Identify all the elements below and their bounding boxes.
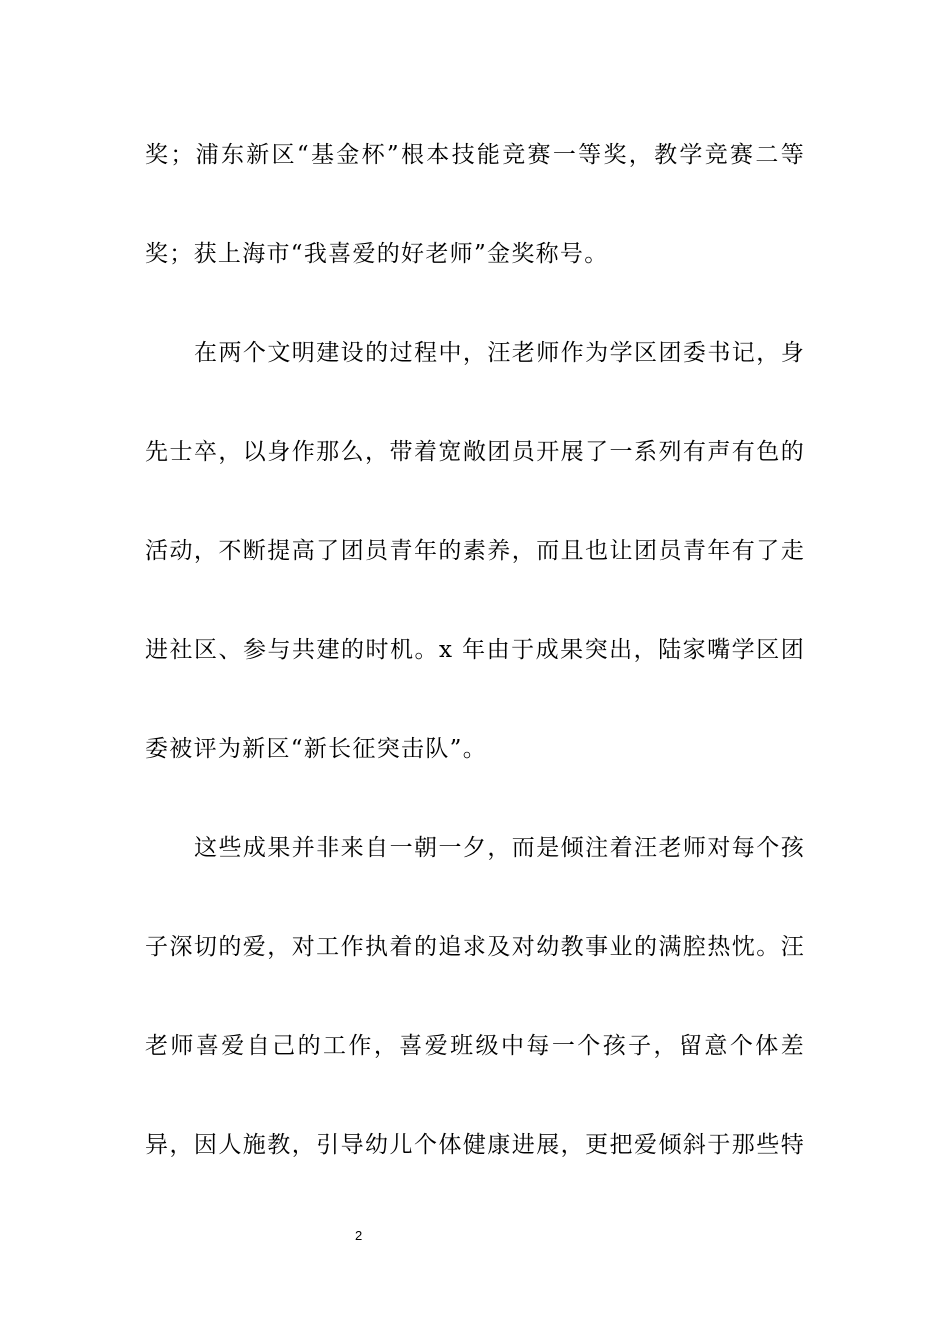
- text-line: 奖；浦东新区“基金杯”根本技能竞赛一等奖，教学竞赛二等: [145, 142, 805, 168]
- text-line: 活动，不断提高了团员青年的素养，而且也让团员青年有了走: [145, 538, 805, 564]
- text-line: 奖；获上海市“我喜爱的好老师”金奖称号。: [145, 241, 609, 267]
- text-line: 先士卒，以身作那么，带着宽敞团员开展了一系列有声有色的: [145, 439, 805, 465]
- page-number: 2: [355, 1228, 363, 1243]
- paragraph-start-line: 这些成果并非来自一朝一夕，而是倾注着汪老师对每个孩: [194, 835, 805, 861]
- text-line: 老师喜爱自己的工作，喜爱班级中每一个孩子，留意个体差: [145, 1033, 805, 1059]
- text-line: 进社区、参与共建的时机。x 年由于成果突出，陆家嘴学区团: [145, 637, 805, 663]
- text-line: 异，因人施教，引导幼儿个体健康进展，更把爱倾斜于那些特: [145, 1132, 805, 1158]
- paragraph-start-line: 在两个文明建设的过程中，汪老师作为学区团委书记，身: [194, 340, 805, 366]
- text-line: 委被评为新区“新长征突击队”。: [145, 736, 488, 762]
- text-line: 子深切的爱，对工作执着的追求及对幼教事业的满腔热忱。汪: [145, 934, 805, 960]
